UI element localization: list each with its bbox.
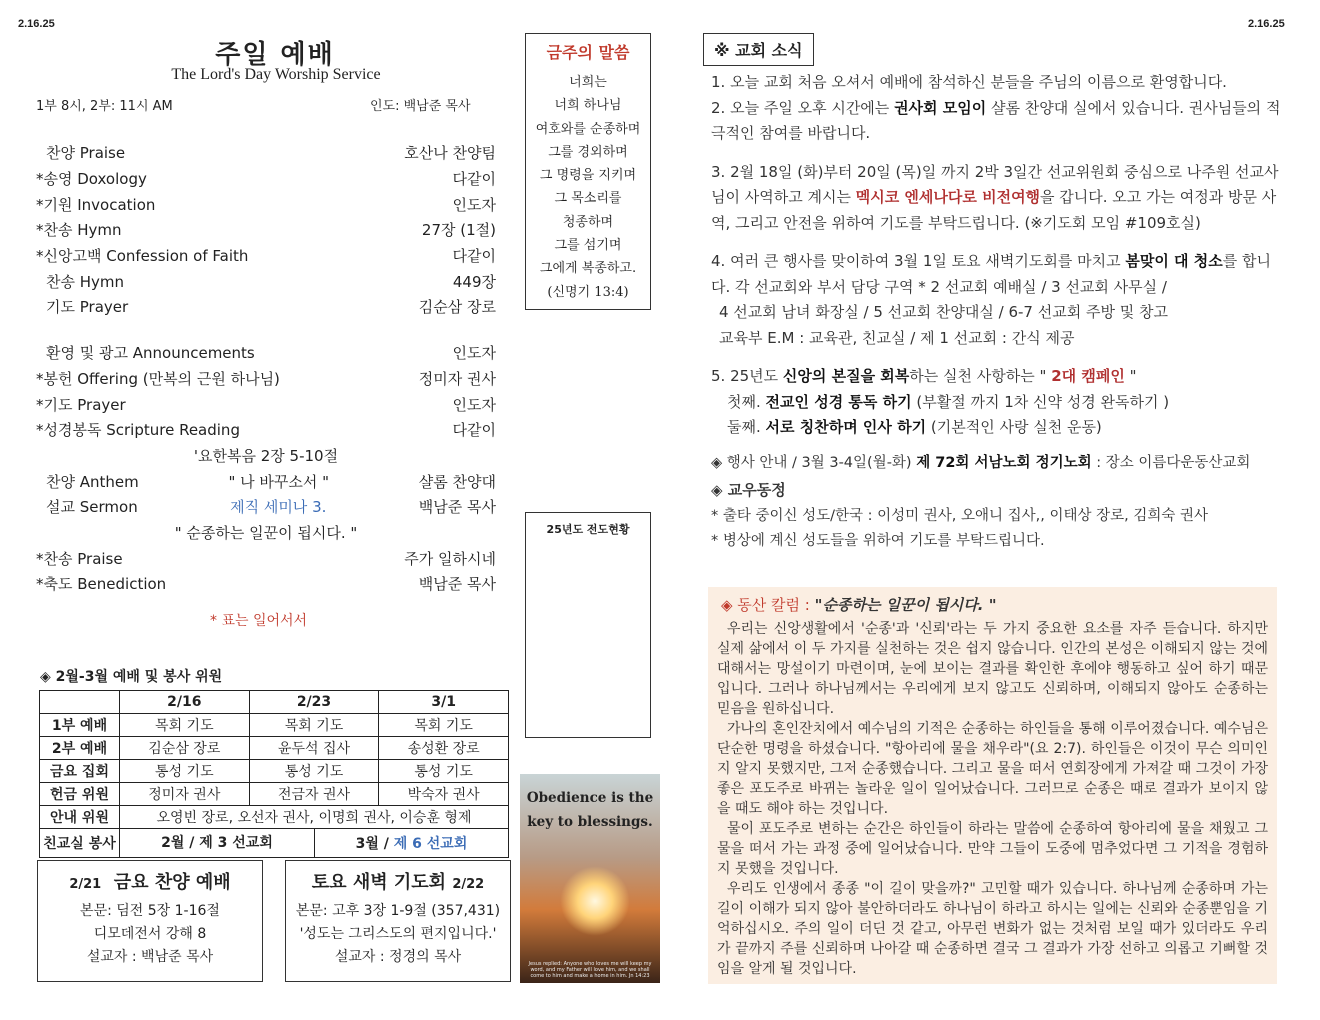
table-cell: 2/23	[249, 691, 379, 714]
page-title: 주일 예배	[215, 40, 335, 70]
kitchen-mar: 3월 / 제 6 선교회	[355, 836, 468, 852]
order-person: 449장	[452, 272, 496, 291]
news-item: * 출타 중이신 성도/한국 : 이성미 권사, 오애니 집사,, 이태상 장로, 김희숙 권사	[711, 507, 1208, 524]
table-cell: 김순삼 장로	[120, 737, 250, 760]
service-times: 1부 8시, 2부: 11시 AM	[36, 99, 173, 114]
verse-line: (신명기 13:4)	[547, 284, 629, 300]
news-item: 2. 오늘 주일 오후 시간에는 권사회 모임이 샬롬 찬양대 실에서 있습니다. 권사님들의 적극적인 참여를 바랍니다.	[711, 98, 1281, 142]
friday-text: 본문: 딤전 5장 1-16절	[80, 903, 220, 919]
table-cell: 송성환 장로	[379, 737, 509, 760]
table-cell	[40, 691, 120, 714]
table-cell: 목회 기도	[379, 714, 509, 737]
table-cell: 박숙자 권사	[379, 783, 509, 806]
verse-line: 그 명령을 지키며	[539, 168, 637, 184]
order-row	[36, 417, 496, 443]
date-left: 2.16.25	[18, 18, 55, 30]
order-row	[36, 520, 496, 546]
order-person: 27장 (1절)	[421, 221, 496, 240]
table-cell: 3/1	[379, 691, 509, 714]
obedience-image	[520, 774, 660, 983]
column-paragraph: 가나의 혼인잔치에서 예수님의 기적은 순종하는 하인들을 통해 이루어졌습니다. 예수님은 단순한 명령을 하셨습니다. "항아리에 물을 채우라"(요 2:7). 하인들은 이것이 무슨 의미인지 알지 못했지만, 그저 순종했습니다. 그리고 물을 떠서 연회장에게 가져갈 때 그것이 가장 좋은 포도주로 바뀌는 놀라운 일이 일어났습니다. 그러므로 순종은 때로 결과가 보이지 않을 때도 해야 하는 것입니다.	[717, 721, 1268, 817]
verse-text	[526, 71, 650, 304]
order-person: 정미자 권사	[418, 369, 496, 388]
image-caption: Obedience is the key to blessings.	[526, 790, 654, 830]
saturday-text: 본문: 고후 3장 1-9절 (357,431)	[295, 903, 501, 919]
table-cell: 안내 위원	[40, 806, 120, 829]
order-detail: '요한복음 2장 5-10절	[193, 446, 339, 465]
order-item: 설교 Sermon	[46, 498, 138, 517]
order-person: 다같이	[452, 170, 496, 189]
order-row	[36, 294, 496, 320]
news-item: 첫째. 전교인 성경 통독 하기 (부활절 까지 1차 신약 성경 완독하기 )	[727, 392, 1170, 411]
news-item: 둘째. 서로 칭찬하며 인사 하기 (기본적인 사랑 실천 운동)	[727, 418, 1102, 436]
order-row	[36, 571, 496, 597]
table-cell: 오영빈 장로, 오선자 권사, 이명희 권사, 이승훈 형제	[120, 806, 509, 829]
order-detail: " 순종하는 일꾼이 됩시다. "	[174, 523, 358, 542]
news-item: 5. 25년도 신앙의 본질을 회복하는 실천 사항하는 " 2대 캠페인 "	[711, 367, 1137, 385]
order-item: *찬송 Praise	[36, 549, 123, 568]
news-item: 4. 여러 큰 행사를 맞이하여 3월 1일 토요 새벽기도회를 마치고 봄맞이 대 청소를 합니다. 각 선교회와 부서 담당 구역 * 2 선교회 예배실 / 3 선교회 사무실 /	[711, 252, 1271, 296]
worship-order	[36, 140, 496, 597]
verse-heading: 금주의 말씀	[546, 43, 630, 62]
news-item: * 병상에 계신 성도들을 위하여 기도를 부탁드립니다.	[711, 533, 1045, 549]
table-cell: 친교실 봉사	[40, 829, 120, 858]
order-row	[36, 217, 496, 243]
order-item: 찬양 Praise	[46, 144, 126, 163]
verse-line: 그 목소리를	[554, 191, 622, 207]
news-item: 3. 2월 18일 (화)부터 20일 (목)일 까지 2박 3일간 선교위원회 중심으로 나주원 선교사님이 사역하고 계시는 멕시코 엔세나다로 비전여행을 갑니다. 오고 가는 여정과 방문 사역, 그리고 안전을 위하여 기도를 부탁드립니다. (※기도회 모임 #109호실)	[711, 162, 1279, 232]
verse-line: 그를 경외하며	[548, 144, 628, 160]
table-row	[40, 691, 509, 714]
table-cell: 목회 기도	[120, 714, 250, 737]
order-person: 샬롬 찬양대	[418, 472, 496, 491]
mission-title: 25년도 전도현황	[546, 523, 630, 536]
verse-line: 그를 섬기며	[554, 238, 622, 254]
order-row	[36, 366, 496, 392]
order-item: 찬양 Anthem	[46, 472, 139, 491]
order-detail: " 나 바꾸소서 "	[228, 472, 330, 491]
verse-line: 청종하며	[562, 214, 614, 230]
saturday-text: '성도는 그리스도의 편지입니다.'	[299, 926, 497, 942]
table-row	[40, 829, 509, 858]
table-row	[40, 737, 509, 760]
table-row	[40, 806, 509, 829]
column-paragraph: 우리도 인생에서 종종 "이 길이 맞을까?" 고민할 때가 있습니다. 하나님께 순종하며 가는 길이 이해가 되지 않아 불안하더라도 하나님이 하라고 하시는 일에는 신뢰와 순종뿐임을 기억하십시오. 주의 일이 더딘 것 같고, 아무런 변화가 없는 것처럼 보일 때가 있더라도 우리가 끝까지 주를 신뢰하며 나아갈 때 순종하면 결국 그 결과가 가장 선하고 의롭고 기뻐할 것임을 알게 될 것입니다.	[717, 881, 1268, 977]
service-leader: 인도: 백남준 목사	[370, 99, 471, 114]
order-row	[36, 243, 496, 269]
image-footer: Jesus replied: Anyone who loves me will keep my word, and my Father will love him, and we shall come to him and make a home in him. Jn 14:23	[528, 961, 652, 979]
pastor-column	[708, 587, 1277, 984]
order-row	[36, 140, 496, 166]
table-cell: 헌금 위원	[40, 783, 120, 806]
members-title: ◈ 교우동정	[711, 481, 786, 499]
table-row	[40, 760, 509, 783]
table-cell: 전금자 권사	[249, 783, 379, 806]
weekly-verse-box	[525, 33, 651, 310]
order-item: *기원 Invocation	[36, 195, 156, 214]
schedule-table	[39, 690, 509, 858]
standing-note: * 표는 일어서서	[210, 613, 308, 629]
order-item: *신앙고백 Confession of Faith	[36, 247, 249, 266]
order-row	[36, 191, 496, 217]
date-right: 2.16.25	[1248, 18, 1285, 30]
order-row	[36, 468, 496, 494]
order-person: 인도자	[452, 395, 496, 414]
order-person: 김순삼 장로	[418, 298, 496, 317]
mission-status-box	[525, 512, 651, 738]
verse-line: 여호와를 순종하며	[535, 121, 641, 137]
table-cell: 2/16	[120, 691, 250, 714]
order-item: *기도 Prayer	[36, 395, 126, 414]
order-person: 주가 일하시네	[404, 549, 496, 568]
order-item: *봉헌 Offering (만복의 근원 하나님)	[36, 369, 280, 388]
order-item: 기도 Prayer	[46, 298, 129, 317]
friday-heading: 2/21 금요 찬양 예배	[69, 872, 231, 893]
church-news	[711, 70, 1281, 555]
friday-preacher: 설교자 : 백남준 목사	[86, 949, 214, 965]
sun-glow-icon	[560, 866, 630, 936]
news-title: ※ 교회 소식	[703, 33, 814, 66]
order-item: *찬송 Hymn	[36, 221, 122, 240]
order-person: 인도자	[452, 195, 496, 214]
news-item: 4 선교회 남녀 화장실 / 5 선교회 찬양대실 / 6-7 선교회 주방 및 창고	[719, 303, 1168, 321]
column-heading: ◈ 동산 칼럼 : "순종하는 일꾼이 됩시다. "	[721, 596, 997, 614]
page-subtitle: The Lord's Day Worship Service	[171, 66, 381, 83]
order-person: 다같이	[452, 421, 496, 440]
table-row	[40, 714, 509, 737]
order-row	[36, 391, 496, 417]
table-cell: 통성 기도	[120, 760, 250, 783]
order-person: 인도자	[452, 344, 496, 363]
news-item: ◈ 행사 안내 / 3월 3-4일(월-화) 제 72회 서남노회 정기노회 : 장소 이름다운동산교회	[711, 454, 1251, 471]
friday-service-box	[37, 860, 263, 982]
order-person: 백남준 목사	[418, 498, 496, 517]
schedule-title: ◈ 2월-3월 예배 및 봉사 위원	[40, 669, 223, 685]
saturday-service-box	[285, 860, 511, 982]
table-cell: 1부 예배	[40, 714, 120, 737]
order-item: 찬송 Hymn	[46, 272, 125, 291]
order-item: *송영 Doxology	[36, 170, 147, 189]
table-cell	[120, 829, 509, 858]
order-row	[36, 268, 496, 294]
order-row	[36, 494, 496, 520]
table-cell: 윤두석 집사	[249, 737, 379, 760]
table-row	[40, 783, 509, 806]
verse-line: 너희는	[569, 75, 607, 90]
order-detail: 제직 세미나 3.	[230, 498, 327, 517]
news-item: 교육부 E.M : 교육관, 친교실 / 제 1 선교회 : 간식 제공	[719, 328, 1075, 347]
news-item: 1. 오늘 교회 처음 오셔서 예배에 참석하신 분들을 주님의 이름으로 환영합니다.	[711, 73, 1227, 91]
verse-line: 너희 하나님	[554, 98, 622, 114]
order-row	[36, 443, 496, 469]
saturday-heading: 토요 새벽 기도회 2/22	[311, 872, 485, 893]
column-paragraph: 우리는 신앙생활에서 '순종'과 '신뢰'라는 두 가지 중요한 요소를 자주 듣습니다. 하지만 실제 삶에서 이 두 가지를 실천하는 것은 쉽지 않습니다. 인간의 본성은 이해되지 않는 것에 대해서는 망설이기 마련이며, 눈에 보이는 결과를 확인한 후에야 행동하고 싶어 하기 때문입니다. 그러나 하나님께서는 우리에게 보지 않고도 신뢰하며, 이해되지 않아도 순종하는 믿음을 원하십니다.	[717, 621, 1268, 717]
order-row	[36, 340, 496, 366]
table-cell: 통성 기도	[249, 760, 379, 783]
table-cell: 금요 집회	[40, 760, 120, 783]
table-cell: 통성 기도	[379, 760, 509, 783]
order-person: 호산나 찬양팀	[404, 144, 496, 163]
kitchen-feb: 2월 / 제 3 선교회	[120, 829, 315, 857]
verse-line: 그에게 복종하고.	[539, 261, 637, 277]
order-item: 환영 및 광고 Announcements	[46, 344, 255, 363]
column-paragraph: 물이 포도주로 변하는 순간은 하인들이 하라는 말씀에 순종하여 항아리에 물을 채웠고 그 물을 떠서 가는 과정 중에 일어났습니다. 만약 그들이 도중에 멈추었다면 그 기적을 경험하지 못했을 것입니다.	[717, 821, 1268, 877]
order-person: 백남준 목사	[418, 575, 496, 594]
friday-text: 디모데전서 강해 8	[93, 926, 207, 942]
order-row	[36, 166, 496, 192]
saturday-preacher: 설교자 : 정경의 목사	[334, 949, 462, 965]
table-cell: 2부 예배	[40, 737, 120, 760]
order-row	[36, 545, 496, 571]
order-item: *축도 Benediction	[36, 575, 167, 594]
order-item: *성경봉독 Scripture Reading	[36, 421, 240, 440]
order-person: 다같이	[452, 247, 496, 266]
table-cell: 정미자 권사	[120, 783, 250, 806]
table-cell: 목회 기도	[249, 714, 379, 737]
